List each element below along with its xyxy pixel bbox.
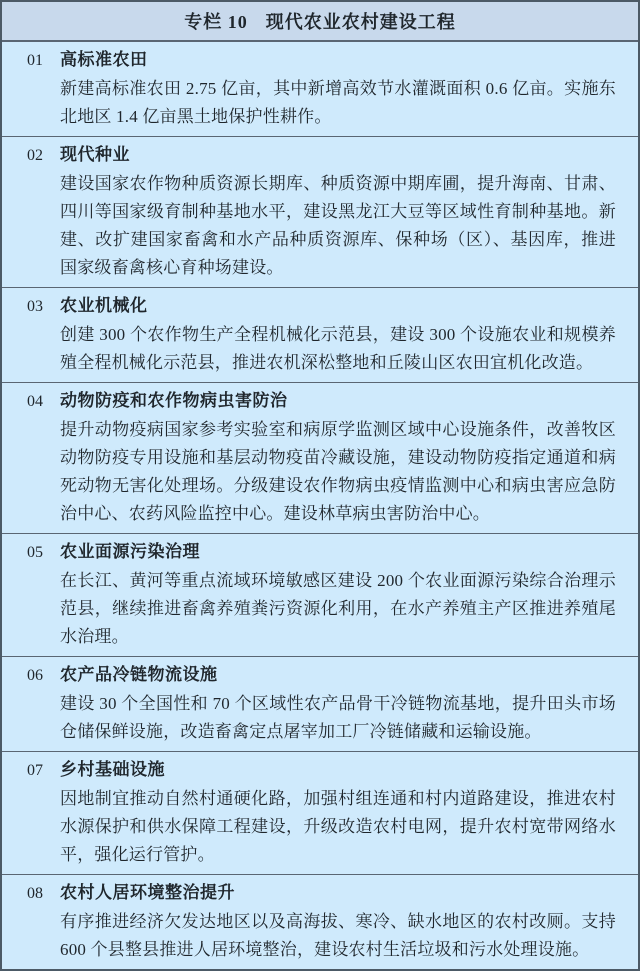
section-title-row bbox=[27, 292, 616, 321]
document-title-label: 专栏 10 bbox=[184, 12, 248, 32]
document-header bbox=[2, 2, 638, 42]
section-number: 06 bbox=[27, 667, 43, 684]
section-title-row bbox=[27, 46, 616, 75]
section-number: 07 bbox=[27, 762, 43, 779]
section-number: 02 bbox=[27, 147, 43, 164]
section-number: 08 bbox=[27, 885, 43, 902]
section-title: 高标准农田 bbox=[60, 50, 148, 69]
section-title: 现代种业 bbox=[60, 145, 130, 164]
section-title-row bbox=[27, 756, 616, 785]
section-body: 在长江、黄河等重点流域环境敏感区建设 200 个农业面源污染综合治理示范县，继续推进畜禽养殖粪污资源化利用，在水产养殖主产区推进养殖尾水治理。 bbox=[60, 571, 616, 646]
section-body: 建设国家农作物种质资源长期库、种质资源中期库圃，提升海南、甘肃、四川等国家级育制种基地水平，建设黑龙江大豆等区域性育制种基地。新建、改扩建国家畜禽和水产品种质资源库、保种场（区）、基因库，推进国家级畜禽核心育种场建设。 bbox=[60, 174, 616, 277]
section-body: 因地制宜推动自然村通硬化路，加强村组连通和村内道路建设，推进农村水源保护和供水保障工程建设，升级改造农村电网，提升农村宽带网络水平，强化运行管护。 bbox=[60, 789, 616, 864]
section-title: 农业面源污染治理 bbox=[60, 542, 200, 561]
section-title-row bbox=[27, 661, 616, 690]
section-03 bbox=[2, 287, 638, 382]
section-number: 04 bbox=[27, 393, 43, 410]
section-title: 农村人居环境整治提升 bbox=[60, 883, 235, 902]
section-number: 01 bbox=[27, 52, 43, 69]
document-title-text: 现代农业农村建设工程 bbox=[265, 12, 456, 32]
sections-list bbox=[2, 42, 638, 969]
section-body: 新建高标准农田 2.75 亿亩，其中新增高效节水灌溉面积 0.6 亿亩。实施东北地区 1.4 亿亩黑土地保护性耕作。 bbox=[60, 79, 616, 126]
section-title-row bbox=[27, 879, 616, 908]
section-title-row bbox=[27, 141, 616, 170]
section-title: 动物防疫和农作物病虫害防治 bbox=[60, 391, 288, 410]
section-number: 03 bbox=[27, 298, 43, 315]
section-body: 建设 30 个全国性和 70 个区域性农产品骨干冷链物流基地，提升田头市场仓储保鲜设施，改造畜禽定点屠宰加工厂冷链储藏和运输设施。 bbox=[60, 694, 616, 741]
section-title: 农业机械化 bbox=[60, 296, 148, 315]
section-04 bbox=[2, 382, 638, 533]
section-title-row bbox=[27, 387, 616, 416]
section-body: 提升动物疫病国家参考实验室和病原学监测区域中心设施条件，改善牧区动物防疫专用设施和基层动物疫苗冷藏设施，建设动物防疫指定通道和病死动物无害化处理场。分级建设农作物病虫疫情监测中心和病虫害应急防治中心、农药风险监控中心。建设林草病虫害防治中心。 bbox=[60, 420, 616, 523]
section-07 bbox=[2, 751, 638, 874]
section-body: 有序推进经济欠发达地区以及高海拔、寒冷、缺水地区的农村改厕。支持 600 个县整县推进人居环境整治，建设农村生活垃圾和污水处理设施。 bbox=[60, 912, 616, 959]
section-05 bbox=[2, 533, 638, 656]
section-title: 农产品冷链物流设施 bbox=[60, 665, 218, 684]
section-06 bbox=[2, 656, 638, 751]
section-title-row bbox=[27, 538, 616, 567]
section-02 bbox=[2, 136, 638, 287]
section-08 bbox=[2, 874, 638, 969]
section-title: 乡村基础设施 bbox=[60, 760, 165, 779]
section-body: 创建 300 个农作物生产全程机械化示范县，建设 300 个设施农业和规模养殖全程机械化示范县，推进农机深松整地和丘陵山区农田宜机化改造。 bbox=[60, 325, 616, 372]
section-01 bbox=[2, 42, 638, 136]
document-title bbox=[184, 8, 456, 34]
section-number: 05 bbox=[27, 544, 43, 561]
